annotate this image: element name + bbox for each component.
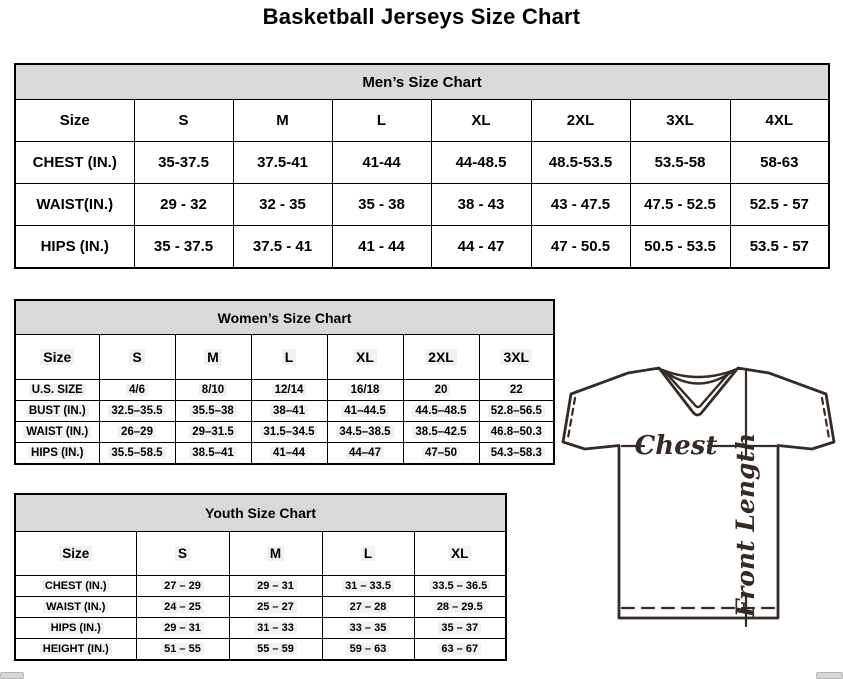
cell-text: 34.5–38.5 [336,426,393,438]
cell-text: 44.5–48.5 [412,405,469,417]
size-value-cell [479,380,554,401]
cell-text: HIPS (IN.) [28,447,86,459]
column-header: 2XL [531,100,630,142]
cell-text: 41–44 [270,447,308,459]
cell-text: 41–44.5 [341,405,389,417]
cell-text: 31.5–34.5 [260,426,317,438]
table-row [15,639,506,661]
row-label: CHEST (IN.) [15,142,134,184]
size-value-cell: 35-37.5 [134,142,233,184]
column-header: M [233,100,332,142]
size-value-cell: 44 - 47 [431,226,531,269]
size-value-cell [99,401,175,422]
cell-text: 28 – 29.5 [434,601,486,613]
size-value-cell [322,597,414,618]
column-header-row [15,335,554,380]
cell-text: 22 [507,384,526,396]
column-header [322,532,414,576]
column-header [175,335,251,380]
table-row [15,618,506,639]
cell-text: 51 – 55 [161,643,204,655]
size-value-cell [322,576,414,597]
size-value-cell [414,618,506,639]
jersey-outline [563,368,834,618]
cell-text: 12/14 [272,384,307,396]
size-value-cell [229,639,322,661]
size-value-cell [414,597,506,618]
size-value-cell [229,618,322,639]
cell-text: WAIST (IN.) [23,426,91,438]
cell-text: Size [40,349,74,365]
cell-text: 59 – 63 [347,643,390,655]
table-row [15,422,554,443]
cell-text: BUST (IN.) [26,405,89,417]
row-label [15,422,99,443]
cell-text: 29 – 31 [254,580,297,592]
size-value-cell [136,597,229,618]
table-row [15,597,506,618]
cell-text: 16/18 [348,384,383,396]
cell-text: 35.5–58.5 [108,447,165,459]
column-header: Size [15,100,134,142]
cell-text: 31 – 33.5 [342,580,394,592]
size-value-cell [251,422,327,443]
size-value-cell [327,380,403,401]
table-row [15,142,829,184]
cell-text: M [204,349,222,365]
column-header: L [332,100,431,142]
cell-text: 44–47 [346,447,384,459]
size-value-cell [175,422,251,443]
size-value-cell [251,401,327,422]
column-header-row [15,532,506,576]
column-header: S [134,100,233,142]
size-value-cell: 32 - 35 [233,184,332,226]
cell-text: 26–29 [118,426,156,438]
cell-text: 2XL [425,349,457,365]
size-value-cell: 47 - 50.5 [531,226,630,269]
size-value-cell: 37.5-41 [233,142,332,184]
youth-size-chart-table [14,493,507,661]
horizontal-scrollbar-right[interactable] [816,672,843,679]
size-value-cell [403,380,479,401]
row-label [15,401,99,422]
size-value-cell [414,576,506,597]
size-value-cell: 38 - 43 [431,184,531,226]
row-label [15,597,136,618]
size-value-cell [327,401,403,422]
column-header: XL [431,100,531,142]
size-value-cell [414,639,506,661]
cell-text: 4/6 [126,384,148,396]
cell-text: S [175,546,190,561]
size-value-cell [229,576,322,597]
size-value-cell: 44-48.5 [431,142,531,184]
mens-size-chart-table [14,63,830,269]
size-value-cell [403,422,479,443]
column-header: 3XL [630,100,730,142]
table-title-row [15,64,829,100]
cell-text: U.S. SIZE [29,384,86,396]
size-value-cell: 48.5-53.5 [531,142,630,184]
cell-text: 54.3–58.3 [488,447,545,459]
row-label: WAIST(IN.) [15,184,134,226]
table-row [15,401,554,422]
column-header [136,532,229,576]
cell-text: L [361,546,375,561]
column-header [327,335,403,380]
size-value-cell [479,422,554,443]
column-header [99,335,175,380]
cell-text: 35 – 37 [438,622,481,634]
cell-text: 29–31.5 [189,426,237,438]
cell-text: L [282,349,297,365]
size-value-cell: 37.5 - 41 [233,226,332,269]
column-header [251,335,327,380]
cell-text: Size [59,546,92,561]
front-length-label: Front Length [731,432,760,618]
cell-text: 47–50 [422,447,460,459]
row-label [15,618,136,639]
size-value-cell [479,443,554,465]
cell-text: 38.5–42.5 [412,426,469,438]
size-value-cell [175,380,251,401]
table-title: Men’s Size Chart [15,64,829,100]
size-value-cell: 50.5 - 53.5 [630,226,730,269]
cell-text: HEIGHT (IN.) [40,643,112,655]
size-value-cell: 47.5 - 52.5 [630,184,730,226]
row-label: HIPS (IN.) [15,226,134,269]
cell-text: 63 – 67 [438,643,481,655]
cell-text: XL [448,546,471,561]
cell-text: 24 – 25 [161,601,204,613]
size-value-cell [403,401,479,422]
size-value-cell [322,639,414,661]
row-label [15,443,99,465]
cell-text: 46.8–50.3 [488,426,545,438]
table-title-row [15,494,506,532]
cell-text: WAIST (IN.) [43,601,108,613]
cell-text: 31 – 33 [254,622,297,634]
cell-text: 33 – 35 [347,622,390,634]
cell-text: CHEST (IN.) [42,580,110,592]
size-value-cell [322,618,414,639]
size-value-cell [99,443,175,465]
column-header [15,532,136,576]
size-value-cell: 41-44 [332,142,431,184]
table-row [15,380,554,401]
row-label [15,576,136,597]
column-header [229,532,322,576]
cell-text: 20 [432,384,451,396]
size-value-cell [99,422,175,443]
table-title: Youth Size Chart [15,494,506,532]
table-row [15,443,554,465]
column-header [479,335,554,380]
column-header-row [15,100,829,142]
size-value-cell [251,443,327,465]
size-value-cell [229,597,322,618]
column-header [15,335,99,380]
womens-size-chart-table [14,299,555,465]
table-title-row [15,300,554,335]
cell-text: 27 – 28 [347,601,390,613]
size-value-cell: 52.5 - 57 [730,184,829,226]
row-label [15,639,136,661]
cell-text: 38–41 [270,405,308,417]
table-row [15,184,829,226]
size-value-cell: 41 - 44 [332,226,431,269]
cell-text: 32.5–35.5 [108,405,165,417]
column-header [414,532,506,576]
cell-text: 33.5 – 36.5 [429,580,490,592]
cell-text: S [129,349,144,365]
cell-text: 27 – 29 [161,580,204,592]
cell-text: 38.5–41 [189,447,237,459]
size-value-cell [327,422,403,443]
horizontal-scrollbar-left[interactable] [0,672,24,679]
cell-text: HIPS (IN.) [48,622,104,634]
size-value-cell: 53.5-58 [630,142,730,184]
size-value-cell: 35 - 37.5 [134,226,233,269]
cell-text: 3XL [500,349,532,365]
cell-text: 8/10 [199,384,227,396]
chest-label: Chest [634,431,718,461]
cell-text: XL [353,349,377,365]
table-row [15,226,829,269]
size-value-cell [175,443,251,465]
cell-text: M [267,546,284,561]
size-value-cell [175,401,251,422]
size-value-cell [403,443,479,465]
size-value-cell [136,618,229,639]
size-value-cell [479,401,554,422]
size-value-cell [136,639,229,661]
cell-text: 25 – 27 [254,601,297,613]
size-value-cell [99,380,175,401]
row-label [15,380,99,401]
size-value-cell [136,576,229,597]
cell-text: 29 – 31 [161,622,204,634]
column-header: 4XL [730,100,829,142]
cell-text: 55 – 59 [254,643,297,655]
page-title: Basketball Jerseys Size Chart [262,4,581,29]
size-value-cell: 43 - 47.5 [531,184,630,226]
cell-text: 35.5–38 [189,405,237,417]
size-value-cell [327,443,403,465]
cell-text: 52.8–56.5 [488,405,545,417]
size-value-cell: 35 - 38 [332,184,431,226]
size-value-cell: 53.5 - 57 [730,226,829,269]
size-value-cell [251,380,327,401]
column-header [403,335,479,380]
jersey-measurement-diagram [556,358,843,643]
table-title: Women’s Size Chart [15,300,554,335]
size-value-cell: 58-63 [730,142,829,184]
table-row [15,576,506,597]
size-value-cell: 29 - 32 [134,184,233,226]
